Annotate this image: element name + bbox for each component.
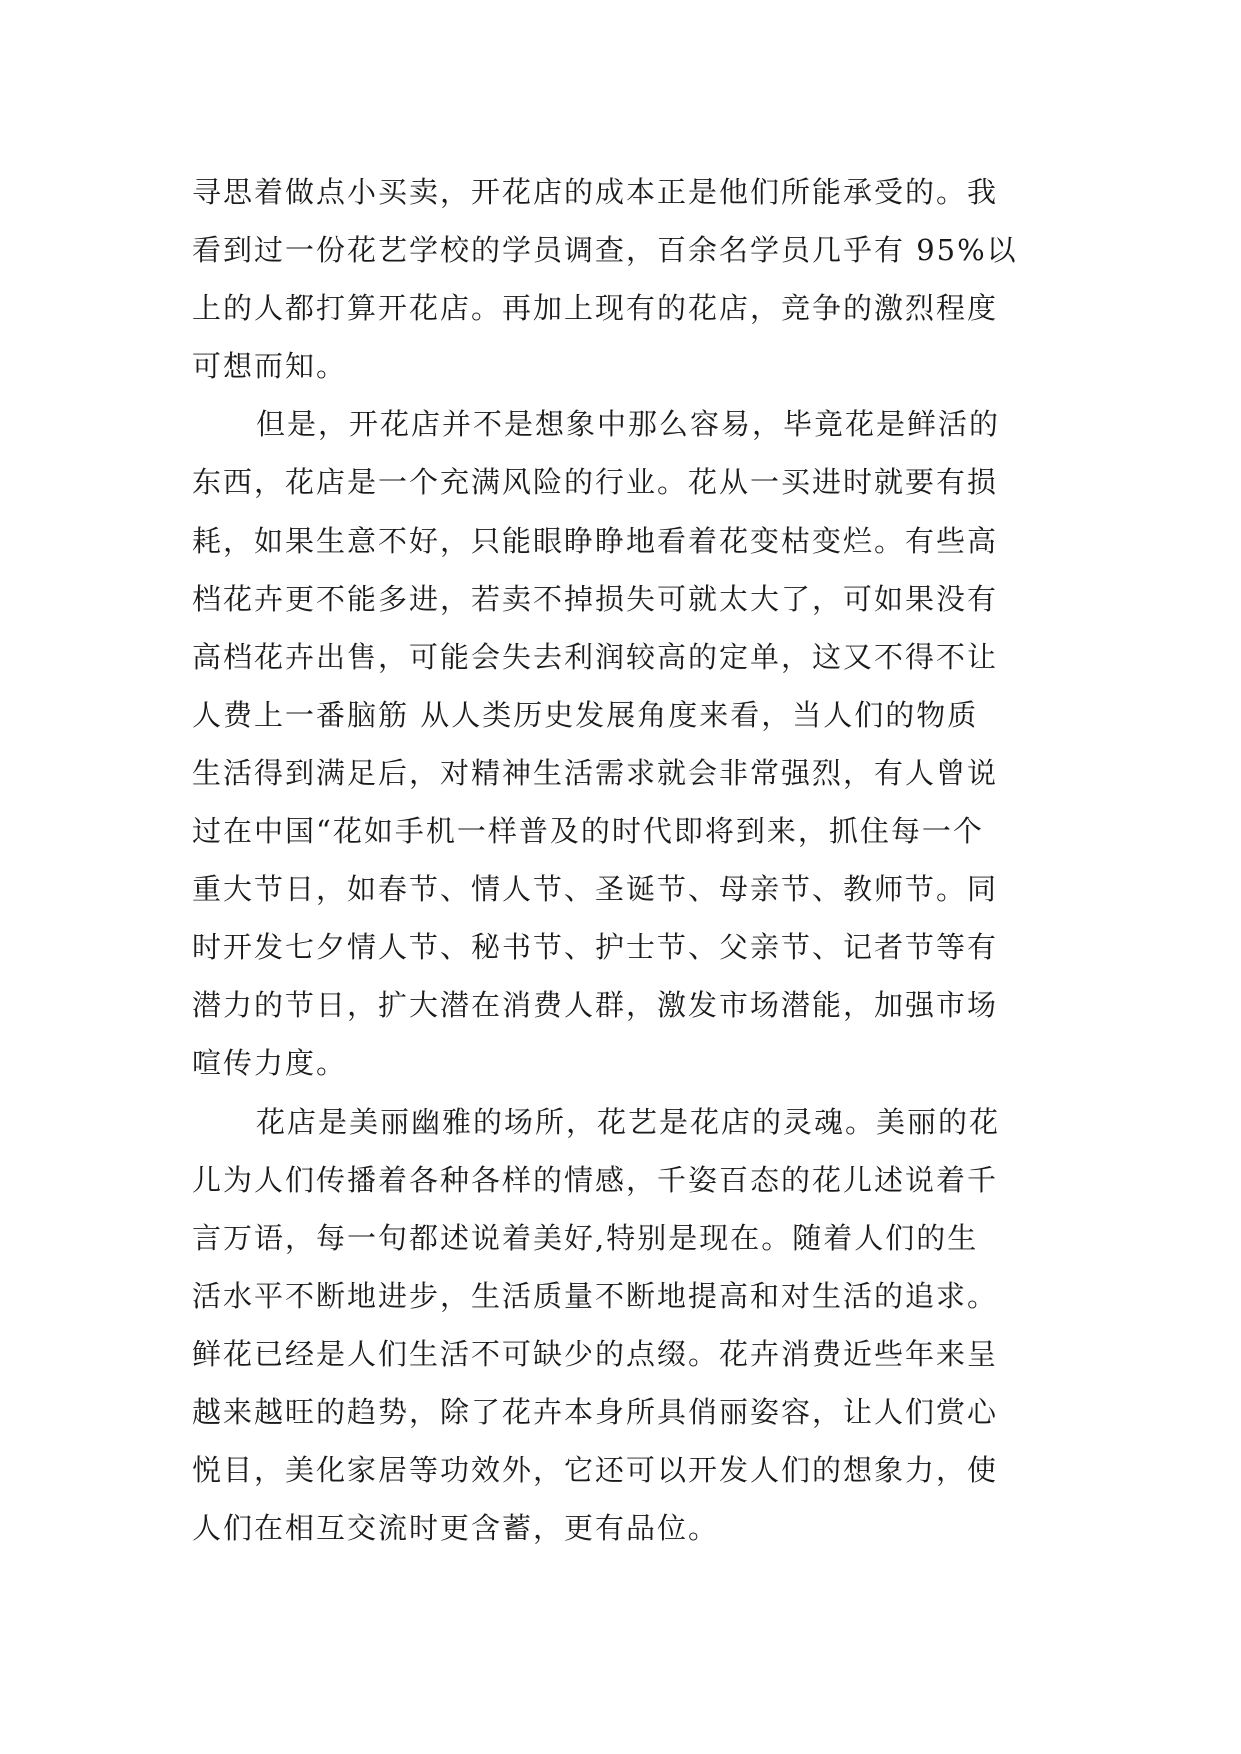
text-line: 悦目，美化家居等功效外，它还可以开发人们的想象力，使: [192, 1453, 999, 1488]
text-line: 生活得到满足后，对精神生活需求就会非常强烈，有人曾说: [192, 755, 999, 790]
text-line: 喧传力度。: [192, 1046, 348, 1081]
text-line: 鲜花已经是人们生活不可缺少的点缀。花卉消费近些年来呈: [192, 1336, 999, 1371]
text-line: 潜力的节日，扩大潜在消费人群，激发市场潜能，加强市场: [192, 988, 999, 1023]
paragraph-first-line: 花店是美丽幽雅的场所，花艺是花店的灵魂。美丽的花: [256, 1104, 1001, 1139]
paragraph-first-line: 但是，开花店并不是想象中那么容易，毕竟花是鲜活的: [256, 407, 1001, 442]
text-line: 档花卉更不能多进，若卖不掉损失可就太大了，可如果没有: [192, 581, 999, 616]
text-line: 言万语，每一句都述说着美好,特别是现在。随着人们的生: [192, 1220, 979, 1255]
text-line: 看到过一份花艺学校的学员调查，百余名学员几乎有 95%以: [192, 233, 1018, 268]
text-line: 东西，花店是一个充满风险的行业。花从一买进时就要有损: [192, 465, 999, 500]
text-line: 儿为人们传播着各种各样的情感，千姿百态的花儿述说着千: [192, 1162, 999, 1197]
text-line: 上的人都打算开花店。再加上现有的花店，竞争的激烈程度: [192, 291, 999, 326]
text-line: 重大节日，如春节、情人节、圣诞节、母亲节、教师节。同: [192, 872, 999, 907]
body-text: [192, 163, 1052, 1557]
text-line: 过在中国“花如手机一样普及的时代即将到来，抓住每一个: [192, 814, 984, 849]
text-line: 时开发七夕情人节、秘书节、护士节、父亲节、记者节等有: [192, 930, 999, 965]
text-line: 人们在相互交流时更含蓄，更有品位。: [192, 1511, 720, 1546]
text-line: 耗，如果生意不好，只能眼睁睁地看着花变枯变烂。有些高: [192, 523, 999, 558]
text-line: 越来越旺的趋势，除了花卉本身所具俏丽姿容，让人们赏心: [192, 1394, 999, 1429]
text-line: 人费上一番脑筋 从人类历史发展角度来看，当人们的物质: [192, 697, 979, 732]
text-line: 寻思着做点小买卖，开花店的成本正是他们所能承受的。我: [192, 175, 999, 209]
text-line: 活水平不断地进步，生活质量不断地提高和对生活的追求。: [192, 1278, 999, 1313]
text-line: 可想而知。: [192, 349, 348, 384]
text-line: 高档花卉出售，可能会失去利润较高的定单，这又不得不让: [192, 639, 999, 674]
